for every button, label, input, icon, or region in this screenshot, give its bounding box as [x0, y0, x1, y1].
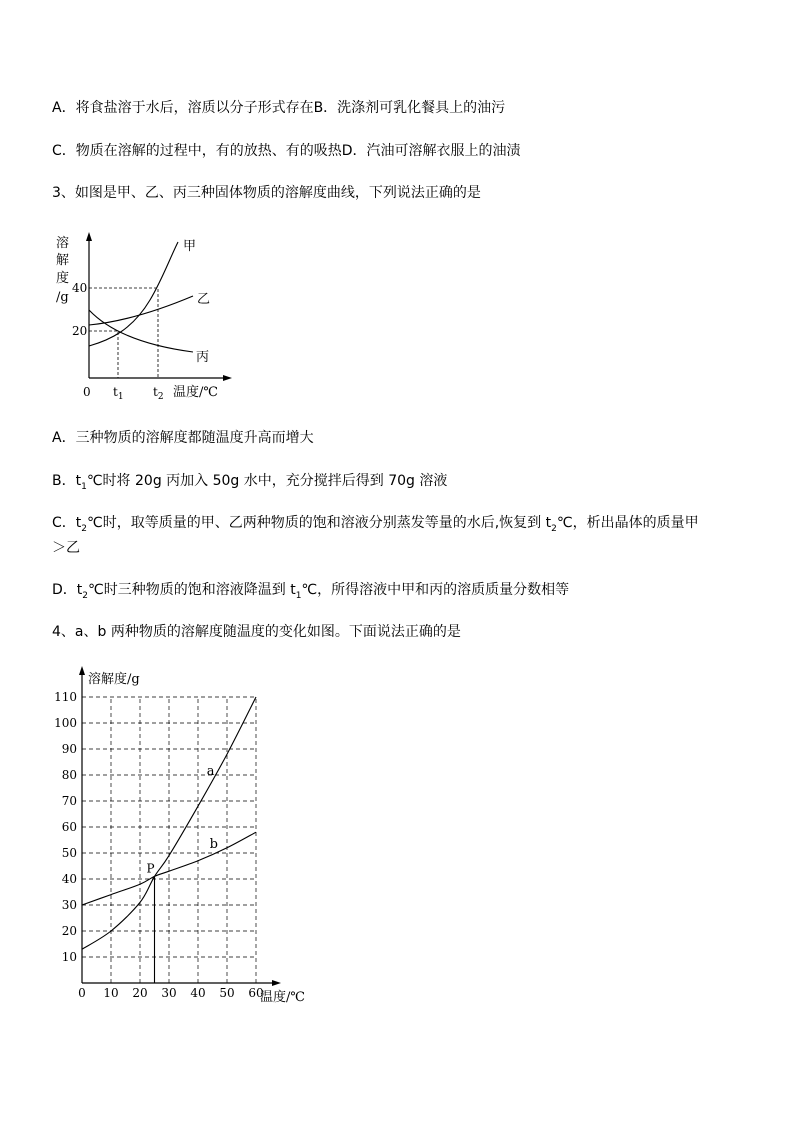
q3-label-bing: 丙	[196, 350, 210, 365]
q3-solubility-chart	[52, 228, 252, 403]
q3-stem: 3、如图是甲、乙、丙三种固体物质的溶解度曲线，下列说法正确的是	[52, 185, 481, 201]
q4-y-tick-label: 100	[54, 716, 77, 730]
q4-y-tick-label: 20	[61, 924, 77, 938]
q3-ylabel-2: 解	[56, 253, 70, 268]
q4-x-tick-label: 60	[248, 986, 264, 1000]
q3-ylabel-1: 溶	[56, 236, 70, 251]
q4-x-tick-label: 30	[161, 986, 177, 1000]
q4-y-arrow	[79, 666, 85, 675]
q3-curve-yi	[89, 296, 193, 325]
q3-label-yi: 乙	[197, 292, 211, 307]
q2-option-ab: A．将食盐溶于水后，溶质以分子形式存在B．洗涤剂可乳化餐具上的油污	[52, 100, 506, 116]
q3-t2-label: $t_2$	[153, 385, 164, 402]
q4-x-tick-label: 0	[78, 986, 86, 1000]
q4-y-tick-label: 80	[61, 768, 77, 782]
q4-y-tick-label: 50	[61, 846, 77, 860]
q4-x-tick-label: 40	[190, 986, 206, 1000]
q4-x-tick-label: 50	[219, 986, 235, 1000]
q3-curve-jia	[89, 242, 178, 346]
q3-option-d: D．$t_2℃$时三种物质的饱和溶液降温到 $t_1℃$，所得溶液中甲和丙的溶质质量分数相等	[52, 582, 570, 601]
q3-ylabel-3: 度	[56, 271, 70, 286]
q4-x-tick-label: 10	[103, 986, 119, 1000]
q3-guide-20	[89, 331, 118, 378]
q4-label-b: b	[209, 836, 218, 852]
q4-label-a: a	[206, 764, 215, 779]
q3-tick-20: 20	[72, 324, 88, 338]
q3-option-c-line2: ＞乙	[52, 540, 80, 556]
q3-label-jia: 甲	[183, 239, 197, 254]
q4-xlabel: 温度/℃	[260, 990, 305, 1005]
q4-y-tick-label: 90	[61, 742, 77, 756]
q4-x-arrow	[272, 980, 281, 986]
q4-y-tick-label: 110	[54, 690, 77, 704]
q4-y-tick-label: 70	[61, 794, 77, 808]
q3-xlabel: 温度/℃	[173, 385, 218, 400]
q3-t1-label: $t_1$	[113, 385, 124, 402]
q3-y-arrow	[86, 232, 92, 241]
q4-y-tick-label: 10	[61, 950, 77, 964]
q4-solubility-chart	[52, 660, 312, 1015]
q4-stem: 4、a、b 两种物质的溶解度随温度的变化如图。下面说法正确的是	[52, 624, 461, 640]
q3-origin: 0	[83, 385, 91, 399]
q4-y-tick-label: 60	[61, 820, 77, 834]
q4-y-tick-label: 40	[61, 872, 77, 886]
q2-option-cd: C．物质在溶解的过程中，有的放热、有的吸热D．汽油可溶解衣服上的油渍	[52, 143, 521, 159]
q3-option-c: C．$t_2℃$时，取等质量的甲、乙两种物质的饱和溶液分别蒸发等量的水后,恢复到 $t_2℃$，析出晶体的质量甲	[52, 515, 699, 534]
q3-option-a: A．三种物质的溶解度都随温度升高而增大	[52, 430, 314, 446]
q3-tick-40: 40	[72, 281, 88, 295]
q4-label-p: P	[146, 861, 155, 876]
q3-option-b: B．$t_1℃$时将 20g 丙加入 50g 水中，充分搅拌后得到 70g 溶液	[52, 473, 448, 492]
q4-ylabel: 溶解度/g	[88, 672, 140, 687]
q3-x-arrow	[223, 375, 232, 381]
q4-x-tick-label: 20	[132, 986, 148, 1000]
q4-y-tick-label: 30	[61, 898, 77, 912]
q3-ylabel-4: /g	[56, 290, 69, 305]
q3-guide-40	[89, 288, 158, 378]
